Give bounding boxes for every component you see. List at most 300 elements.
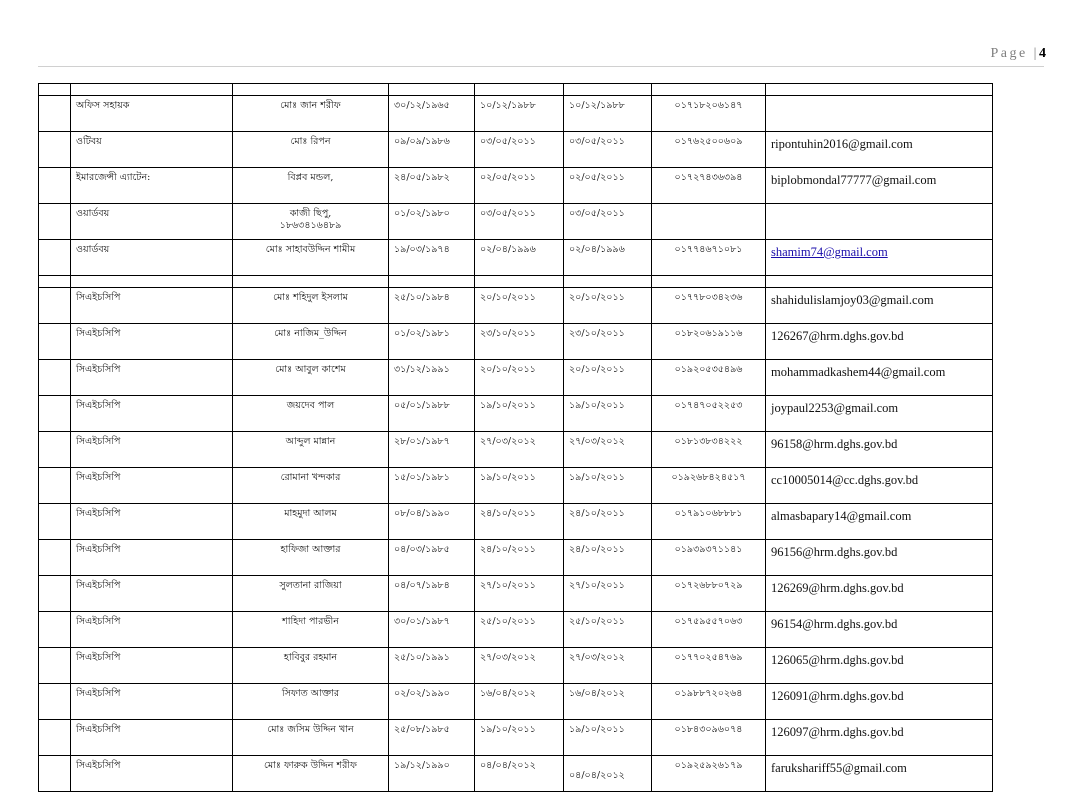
join1-text: ২০/১০/২০১১	[480, 364, 536, 375]
mobile-text: ০১৭৫৯৫৫৭০৬৩	[674, 616, 743, 627]
join1-cell	[475, 756, 564, 792]
designation-text: সিএইচসিপি	[76, 688, 121, 699]
join2-cell	[564, 576, 652, 612]
email-cell	[766, 540, 993, 576]
table-row	[39, 324, 993, 360]
join2-text: ২৭/০৩/২০১২	[569, 652, 625, 663]
dob-cell	[389, 432, 475, 468]
dob-text: ১৯/১২/১৯৯০	[394, 760, 450, 771]
name-text: বিপ্লব মন্ডল,	[287, 172, 334, 183]
email-cell	[766, 756, 993, 792]
serial-cell	[39, 204, 71, 240]
mobile-cell	[652, 396, 766, 432]
mobile-cell	[652, 612, 766, 648]
dob-text: ২৫/১০/১৯৯১	[394, 652, 450, 663]
join1-text: ১৯/১০/২০১১	[480, 400, 536, 411]
serial-cell	[39, 756, 71, 792]
join1-text: ২৪/১০/২০১১	[480, 508, 536, 519]
designation-cell	[71, 396, 233, 432]
serial-cell	[39, 360, 71, 396]
join2-cell	[564, 240, 652, 276]
empty-cell	[389, 84, 475, 96]
mobile-cell	[652, 132, 766, 168]
join2-cell	[564, 168, 652, 204]
dob-cell	[389, 360, 475, 396]
mobile-text: ০১৯২৫৯২৬১৭৯	[674, 760, 743, 771]
dob-cell	[389, 396, 475, 432]
name-text: মোঃ নাজিম_উদ্দিন	[274, 328, 347, 339]
serial-cell	[39, 504, 71, 540]
designation-cell	[71, 576, 233, 612]
mobile-text: ০১৮১৩৮৩৪২২২	[674, 436, 743, 447]
name-cell	[233, 684, 389, 720]
dob-cell	[389, 540, 475, 576]
designation-text: সিএইচসিপি	[76, 328, 121, 339]
dob-text: ২৫/০৮/১৯৮৫	[394, 724, 450, 735]
join2-text: ২৪/১০/২০১১	[569, 544, 625, 555]
join1-text: ১৬/০৪/২০১২	[480, 688, 536, 699]
join2-text: ২৪/১০/২০১১	[569, 508, 625, 519]
designation-text: সিএইচসিপি	[76, 436, 121, 447]
join2-cell	[564, 396, 652, 432]
join2-text: ২৫/১০/২০১১	[569, 616, 625, 627]
join2-cell	[564, 324, 652, 360]
serial-cell	[39, 648, 71, 684]
join2-cell	[564, 648, 652, 684]
join1-text: ১০/১২/১৯৮৮	[480, 100, 536, 111]
mobile-cell	[652, 756, 766, 792]
designation-cell	[71, 360, 233, 396]
join1-text: ২৩/১০/২০১১	[480, 328, 536, 339]
join1-cell	[475, 288, 564, 324]
table-row	[39, 396, 993, 432]
email-text: 96158@hrm.dghs.gov.bd	[771, 437, 898, 451]
email-cell	[766, 396, 993, 432]
designation-text: অফিস সহায়ক	[76, 100, 130, 111]
join2-text: ০৩/০৫/২০১১	[569, 208, 625, 219]
dob-text: ১৫/০১/১৯৮১	[394, 472, 450, 483]
mobile-cell	[652, 504, 766, 540]
serial-cell	[39, 432, 71, 468]
mobile-cell	[652, 576, 766, 612]
empty-cell	[766, 84, 993, 96]
mobile-text: ০১৭৭৪৬৭১০৮১	[674, 244, 743, 255]
empty-cell	[564, 84, 652, 96]
join1-cell	[475, 576, 564, 612]
designation-cell	[71, 432, 233, 468]
email-cell	[766, 720, 993, 756]
mobile-text: ০১৭২৭৪৩৬৩৯৪	[674, 172, 743, 183]
name-cell	[233, 204, 389, 240]
mobile-cell	[652, 684, 766, 720]
join2-cell	[564, 504, 652, 540]
name-cell	[233, 132, 389, 168]
join2-cell	[564, 684, 652, 720]
join2-cell	[564, 612, 652, 648]
designation-cell	[71, 132, 233, 168]
designation-text: ওটিবয়	[76, 136, 102, 147]
serial-cell	[39, 468, 71, 504]
designation-text: সিএইচসিপি	[76, 760, 121, 771]
designation-text: ওয়ার্ডবয়	[76, 208, 110, 219]
table-row	[39, 240, 993, 276]
dob-text: ৩০/০১/১৯৮৭	[394, 616, 450, 627]
join1-cell	[475, 684, 564, 720]
join1-cell	[475, 96, 564, 132]
table-row	[39, 504, 993, 540]
name-text: জয়দেব পাল	[286, 400, 335, 411]
dob-text: ৩০/১২/১৯৬৫	[394, 100, 450, 111]
join2-text: ১৬/০৪/২০১২	[569, 688, 625, 699]
mobile-cell	[652, 324, 766, 360]
empty-cell	[652, 276, 766, 288]
name-text: সুলতানা রাজিয়া	[279, 580, 342, 591]
dob-cell	[389, 612, 475, 648]
email-cell	[766, 576, 993, 612]
name-text: কাজী ছিপু,	[289, 208, 332, 219]
serial-cell	[39, 684, 71, 720]
mobile-cell	[652, 432, 766, 468]
email-text: 126269@hrm.dghs.gov.bd	[771, 581, 904, 595]
dob-cell	[389, 132, 475, 168]
mobile-cell	[652, 360, 766, 396]
dob-text: ০২/০২/১৯৯০	[394, 688, 450, 699]
name-text: মোঃ জান শরীফ	[280, 100, 341, 111]
email-cell	[766, 648, 993, 684]
dob-text: ০৪/০৭/১৯৮৪	[394, 580, 450, 591]
mobile-text: ০১৮৪৩০৯৬০৭৪	[674, 724, 743, 735]
mobile-text: ০১৭২৬৮৮০৭২৯	[674, 580, 743, 591]
table-row	[39, 684, 993, 720]
serial-cell	[39, 576, 71, 612]
dob-cell	[389, 720, 475, 756]
dob-text: ২৫/১০/১৯৮৪	[394, 292, 450, 303]
designation-text: সিএইচসিপি	[76, 292, 121, 303]
serial-cell	[39, 540, 71, 576]
serial-cell	[39, 132, 71, 168]
name-text: মোঃ সাহাবউদ্দিন শামীম	[265, 244, 356, 255]
name-cell	[233, 576, 389, 612]
mobile-cell	[652, 168, 766, 204]
mobile-cell	[652, 540, 766, 576]
join2-cell	[564, 756, 652, 792]
table-row	[39, 432, 993, 468]
dob-cell	[389, 576, 475, 612]
mobile-cell	[652, 648, 766, 684]
mobile-text: ০১৭৪৭০৫২২৫৩	[674, 400, 743, 411]
join2-cell	[564, 432, 652, 468]
mobile-cell	[652, 468, 766, 504]
name-cell	[233, 612, 389, 648]
mobile-text: ০১৯৮৮৭২০২৬৪	[674, 688, 743, 699]
dob-text: ৩১/১২/১৯৯১	[394, 364, 450, 375]
join2-text: ০২/০৪/১৯৯৬	[569, 244, 625, 255]
join2-cell	[564, 468, 652, 504]
name-text: মোঃ জসিম উদ্দিন খান	[267, 724, 354, 735]
designation-text: ওয়ার্ডবয়	[76, 244, 110, 255]
designation-cell	[71, 288, 233, 324]
join1-cell	[475, 324, 564, 360]
name-extra-text: ১৮৬৩৪১৬৪৮৯	[279, 220, 342, 231]
join1-cell	[475, 396, 564, 432]
join1-cell	[475, 132, 564, 168]
designation-cell	[71, 540, 233, 576]
join1-cell	[475, 432, 564, 468]
table-row	[39, 204, 993, 240]
mobile-cell	[652, 720, 766, 756]
name-cell	[233, 756, 389, 792]
email-cell	[766, 468, 993, 504]
table-row	[39, 648, 993, 684]
email-cell	[766, 504, 993, 540]
email-text: 96154@hrm.dghs.gov.bd	[771, 617, 898, 631]
serial-cell	[39, 720, 71, 756]
header-divider	[38, 66, 1044, 67]
join1-cell	[475, 540, 564, 576]
empty-cell	[475, 84, 564, 96]
designation-text: সিএইচসিপি	[76, 652, 121, 663]
email-text: 96156@hrm.dghs.gov.bd	[771, 545, 898, 559]
join1-text: ০৩/০৫/২০১১	[480, 136, 536, 147]
join1-cell	[475, 168, 564, 204]
name-cell	[233, 504, 389, 540]
name-cell	[233, 540, 389, 576]
table-row	[39, 756, 993, 792]
join1-text: ০২/০৫/২০১১	[480, 172, 536, 183]
serial-cell	[39, 324, 71, 360]
email-cell[interactable]	[766, 240, 993, 276]
mobile-text: ০১৭৬২৫০০৬০৯	[674, 136, 743, 147]
join1-text: ২৭/১০/২০১১	[480, 580, 536, 591]
join2-cell	[564, 204, 652, 240]
staff-table-body	[39, 84, 993, 792]
mobile-text: ০১৭১৮২০৬১৪৭	[674, 100, 743, 111]
designation-cell	[71, 612, 233, 648]
email-cell	[766, 612, 993, 648]
join1-text: ০২/০৪/১৯৯৬	[480, 244, 536, 255]
name-cell	[233, 168, 389, 204]
name-cell	[233, 468, 389, 504]
join2-cell	[564, 132, 652, 168]
mobile-text: ০১৯২০৫৩৫৪৯৬	[674, 364, 743, 375]
designation-cell	[71, 168, 233, 204]
designation-cell	[71, 504, 233, 540]
email-text: cc10005014@cc.dghs.gov.bd	[771, 473, 919, 487]
mobile-text: ০১৯২৬৮৪২৪৫১৭	[671, 472, 746, 483]
table-row	[39, 96, 993, 132]
name-cell	[233, 324, 389, 360]
email-text: shahidulislamjoy03@gmail.com	[771, 293, 934, 307]
join2-text: ০৪/০৪/২০১২	[569, 770, 625, 781]
mobile-cell	[652, 288, 766, 324]
email-cell	[766, 360, 993, 396]
email-text: ripontuhin2016@gmail.com	[771, 137, 913, 151]
designation-cell	[71, 756, 233, 792]
name-cell	[233, 240, 389, 276]
mobile-cell	[652, 204, 766, 240]
dob-text: ২৮/০১/১৯৮৭	[394, 436, 450, 447]
join1-text: ২৭/০৩/২০১২	[480, 652, 536, 663]
join2-text: ২০/১০/২০১১	[569, 364, 625, 375]
empty-cell	[233, 84, 389, 96]
empty-cell	[39, 84, 71, 96]
join1-cell	[475, 612, 564, 648]
empty-cell	[71, 276, 233, 288]
designation-text: সিএইচসিপি	[76, 400, 121, 411]
email-text: 126097@hrm.dghs.gov.bd	[771, 725, 904, 739]
designation-cell	[71, 684, 233, 720]
name-text: মোঃ শহিদুল ইসলাম	[273, 292, 348, 303]
name-text: মোঃ ফারুক উদ্দিন শরীফ	[264, 760, 357, 771]
spacer-row	[39, 276, 993, 288]
designation-text: সিএইচসিপি	[76, 724, 121, 735]
join2-cell	[564, 96, 652, 132]
serial-cell	[39, 396, 71, 432]
join2-text: ২০/১০/২০১১	[569, 292, 625, 303]
mobile-cell	[652, 240, 766, 276]
name-text: মাহমুদা আলম	[284, 508, 337, 519]
name-text: সিফাত আক্তার	[281, 688, 340, 699]
serial-cell	[39, 288, 71, 324]
join1-text: ০৩/০৫/২০১১	[480, 208, 536, 219]
join2-cell	[564, 288, 652, 324]
join2-text: ১৯/১০/২০১১	[569, 400, 625, 411]
table-row	[39, 576, 993, 612]
email-text[interactable]: shamim74@gmail.com	[771, 245, 888, 259]
name-text: আব্দুল মান্নান	[285, 436, 336, 447]
dob-cell	[389, 96, 475, 132]
designation-text: সিএইচসিপি	[76, 616, 121, 627]
name-text: হাফিজা আক্তার	[280, 544, 341, 555]
join2-cell	[564, 360, 652, 396]
spacer-row	[39, 84, 993, 96]
name-cell	[233, 648, 389, 684]
table-row	[39, 168, 993, 204]
name-cell	[233, 96, 389, 132]
mobile-text: ০১৭৭০২৫৪৭৬৯	[674, 652, 743, 663]
dob-cell	[389, 324, 475, 360]
join1-cell	[475, 468, 564, 504]
email-cell	[766, 132, 993, 168]
join1-cell	[475, 720, 564, 756]
join1-cell	[475, 504, 564, 540]
join2-cell	[564, 720, 652, 756]
join1-cell	[475, 240, 564, 276]
designation-cell	[71, 720, 233, 756]
dob-text: ০৮/০৪/১৯৯০	[394, 508, 450, 519]
designation-text: সিএইচসিপি	[76, 364, 121, 375]
email-text: 126267@hrm.dghs.gov.bd	[771, 329, 904, 343]
email-text: almasbapary14@gmail.com	[771, 509, 912, 523]
dob-cell	[389, 648, 475, 684]
join1-text: ২৫/১০/২০১১	[480, 616, 536, 627]
join1-text: ২০/১০/২০১১	[480, 292, 536, 303]
serial-cell	[39, 612, 71, 648]
join2-text: ১০/১২/১৯৮৮	[569, 100, 625, 111]
email-cell	[766, 96, 993, 132]
email-text: farukshariff55@gmail.com	[771, 761, 907, 775]
serial-cell	[39, 168, 71, 204]
dob-cell	[389, 240, 475, 276]
empty-cell	[564, 276, 652, 288]
table-row	[39, 132, 993, 168]
name-text: শাহিদা পারভীন	[282, 616, 339, 627]
mobile-text: ০১৮২০৬১৯১১৬	[674, 328, 743, 339]
table-row	[39, 540, 993, 576]
name-cell	[233, 720, 389, 756]
table-row	[39, 720, 993, 756]
mobile-cell	[652, 96, 766, 132]
designation-text: ইমারজেন্সী এ্যাটেন:	[76, 172, 151, 183]
page-header	[990, 46, 1046, 62]
join1-text: ০৪/০৪/২০১২	[480, 760, 536, 771]
designation-text: সিএইচসিপি	[76, 472, 121, 483]
join1-cell	[475, 648, 564, 684]
name-cell	[233, 432, 389, 468]
join1-text: ২৪/১০/২০১১	[480, 544, 536, 555]
mobile-text: ০১৭৭৮০৩৪২৩৬	[674, 292, 743, 303]
join1-text: ১৯/১০/২০১১	[480, 724, 536, 735]
table-row	[39, 468, 993, 504]
dob-text: ২৪/০৫/১৯৮২	[394, 172, 450, 183]
empty-cell	[652, 84, 766, 96]
email-cell	[766, 288, 993, 324]
email-cell	[766, 168, 993, 204]
join2-text: ০৩/০৫/২০১১	[569, 136, 625, 147]
dob-cell	[389, 168, 475, 204]
join2-text: ০২/০৫/২০১১	[569, 172, 625, 183]
email-cell	[766, 684, 993, 720]
mobile-text: ০১৭৯১০৬৮৮৮১	[674, 508, 743, 519]
designation-text: সিএইচসিপি	[76, 580, 121, 591]
name-text: মোঃ আবুল কাশেম	[275, 364, 346, 375]
serial-cell	[39, 96, 71, 132]
join2-cell	[564, 540, 652, 576]
join2-text: ১৯/১০/২০১১	[569, 724, 625, 735]
join2-text: ১৯/১০/২০১১	[569, 472, 625, 483]
mobile-text: ০১৯৩৯৩৭১১৪১	[674, 544, 743, 555]
dob-cell	[389, 468, 475, 504]
dob-text: ০৫/০১/১৯৮৮	[394, 400, 450, 411]
empty-cell	[389, 276, 475, 288]
empty-cell	[71, 84, 233, 96]
dob-text: ০১/০২/১৯৮০	[394, 208, 450, 219]
designation-text: সিএইচসিপি	[76, 544, 121, 555]
join1-cell	[475, 204, 564, 240]
join2-text: ২৩/১০/২০১১	[569, 328, 625, 339]
dob-cell	[389, 684, 475, 720]
email-text: biplobmondal77777@gmail.com	[771, 173, 937, 187]
join2-text: ২৭/১০/২০১১	[569, 580, 625, 591]
email-text: 126065@hrm.dghs.gov.bd	[771, 653, 904, 667]
name-cell	[233, 288, 389, 324]
designation-cell	[71, 96, 233, 132]
staff-table	[38, 83, 993, 792]
empty-cell	[475, 276, 564, 288]
join1-text: ১৯/১০/২০১১	[480, 472, 536, 483]
join1-text: ২৭/০৩/২০১২	[480, 436, 536, 447]
table-row	[39, 612, 993, 648]
empty-cell	[39, 276, 71, 288]
designation-text: সিএইচসিপি	[76, 508, 121, 519]
name-cell	[233, 396, 389, 432]
join2-text: ২৭/০৩/২০১২	[569, 436, 625, 447]
name-text: রোমানা খন্দকার	[280, 472, 341, 483]
designation-cell	[71, 468, 233, 504]
table-row	[39, 288, 993, 324]
email-text: joypaul2253@gmail.com	[771, 401, 899, 415]
dob-cell	[389, 288, 475, 324]
